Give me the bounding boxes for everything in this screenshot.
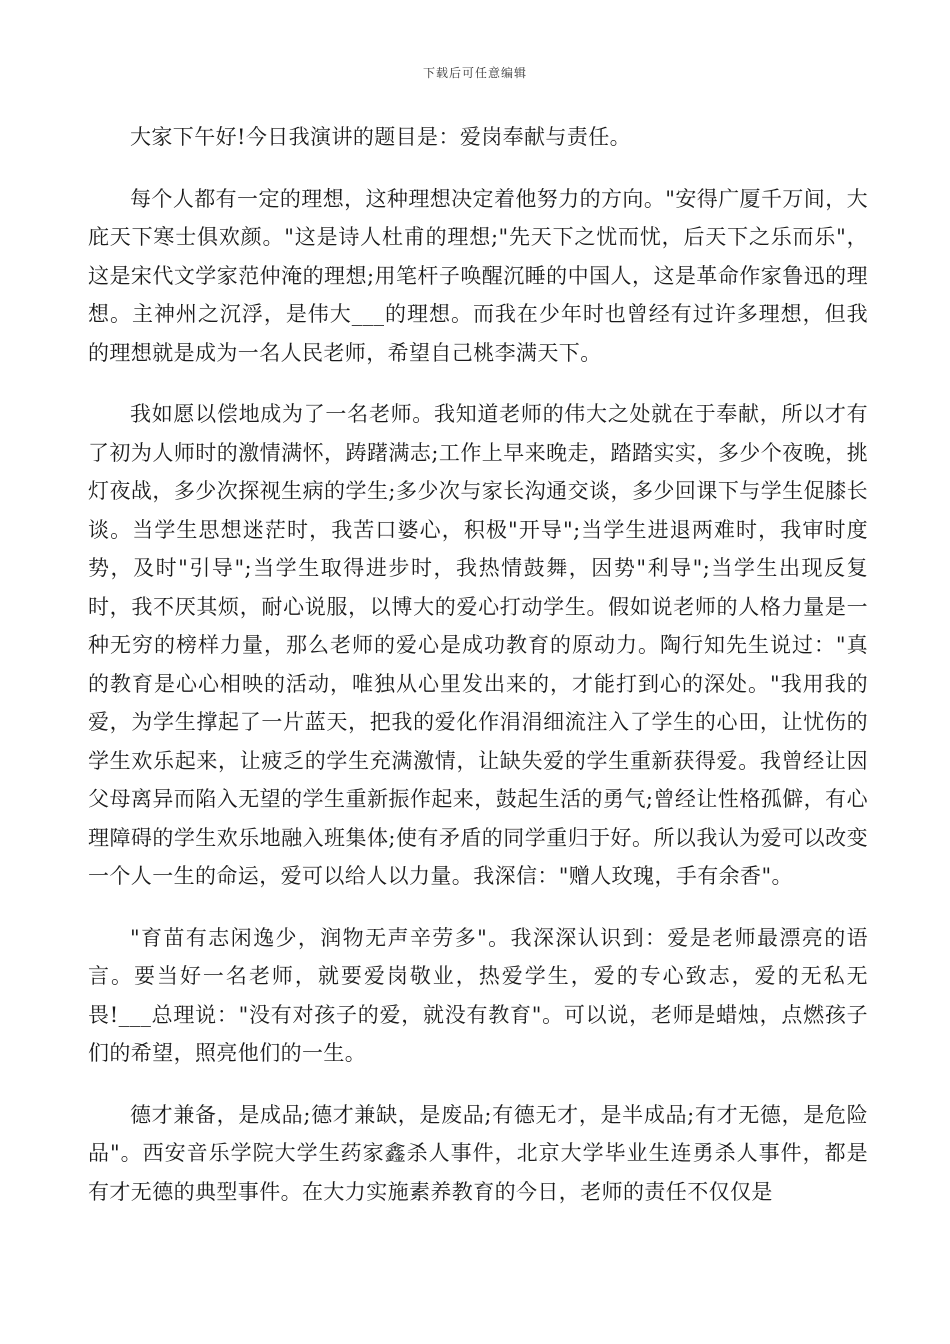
paragraph-teacher-devotion: 我如愿以偿地成为了一名老师。我知道老师的伟大之处就在于奉献，所以才有了初为人师时的激情满怀，踌躇满志;工作上早来晚走，踏踏实实，多少个夜晚，挑灯夜战，多少次探视生病的学生;多少次与家长沟通交谈，多少回课下与学生促膝长谈。当学生思想迷茫时，我苦口婆心，积极"开导";当学生进退两难时，我审时度势，及时"引导";当学生取得进步时，我热情鼓舞，因势"利导";当学生出现反复时，我不厌其烦，耐心说服，以博大的爱心打动学生。假如说老师的人格力量是一种无穷的榜样力量，那么老师的爱心是成功教育的原动力。陶行知先生说过："真的教育是心心相映的活动，唯独从心里发出来的，才能打到心的深处。"我用我的爱，为学生撑起了一片蓝天，把我的爱化作涓涓细流注入了学生的心田，让忧伤的学生欢乐起来，让疲乏的学生充满激情，让缺失爱的学生重新获得爱。我曾经让因父母离异而陷入无望的学生重新振作起来，鼓起生活的勇气;曾经让性格孤僻，有心理障碍的学生欢乐地融入班集体;使有矛盾的同学重归于好。所以我认为爱可以改变一个人一生的命运，爱可以给人以力量。我深信："赠人玫瑰，手有余香"。: [88, 402, 868, 888]
document-body: [88, 118, 868, 1234]
paragraph-love-language: "育苗有志闲逸少，润物无声辛劳多"。我深深认识到：爱是老师最漂亮的语言。要当好一名老师，就要爱岗敬业，热爱学生，爱的专心致志，爱的无私无畏!___总理说："没有对孩子的爱，就没有教育"。可以说，老师是蜡烛，点燃孩子们的希望，照亮他们的一生。: [88, 925, 868, 1065]
paragraph-virtue-talent: 德才兼备，是成品;德才兼缺，是废品;有德无才，是半成品;有才无德，是危险品"。西安音乐学院大学生药家鑫杀人事件，北京大学毕业生连勇杀人事件，都是有才无德的典型事件。在大力实施素养教育的今日，老师的责任不仅仅是: [88, 1102, 868, 1204]
page-header-note: 下载后可任意编辑: [422, 66, 527, 80]
paragraph-ideals: 每个人都有一定的理想，这种理想决定着他努力的方向。"安得广厦千万间，大庇天下寒士俱欢颜。"这是诗人杜甫的理想;"先天下之忧而忧，后天下之乐而乐"，这是宋代文学家范仲淹的理想;用笔杆子唤醒沉睡的中国人，这是革命作家鲁迅的理想。主神州之沉浮，是伟大___的理想。而我在少年时也曾经有过许多理想，但我的理想就是成为一名人民老师，希望自己桃李满天下。: [88, 186, 868, 365]
paragraph-greeting: 大家下午好!今日我演讲的题目是：爱岗奉献与责任。: [130, 125, 632, 149]
